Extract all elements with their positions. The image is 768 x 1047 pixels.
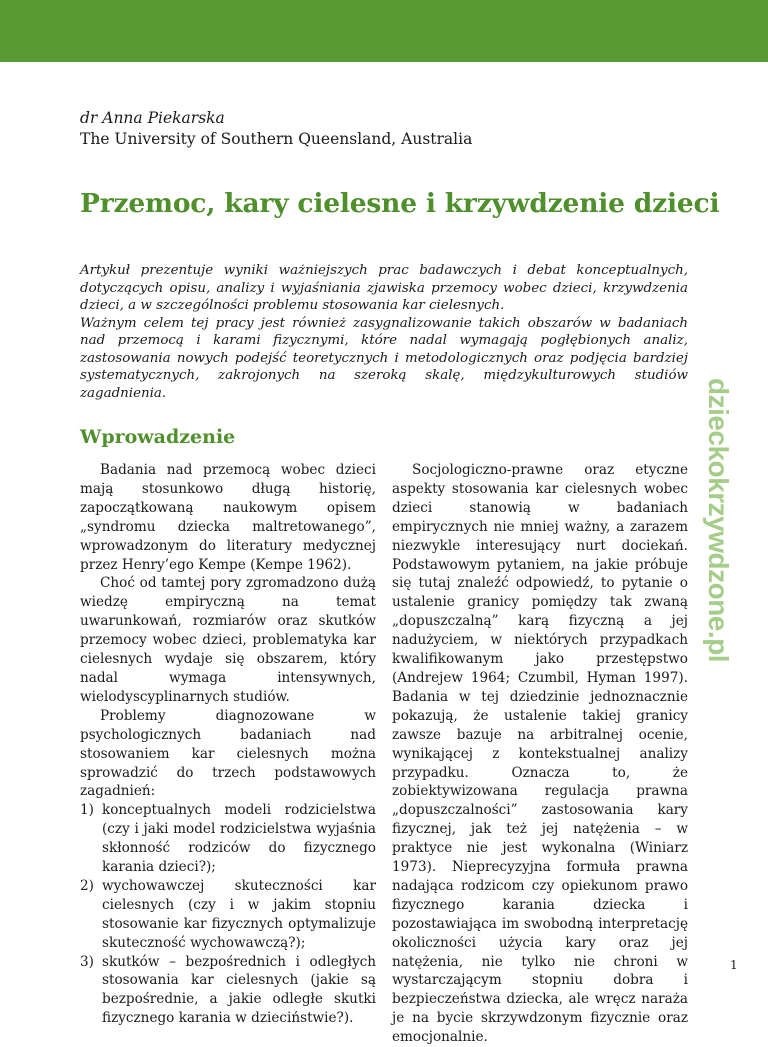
header-bar — [0, 0, 768, 62]
section-heading: Wprowadzenie — [80, 426, 236, 448]
list-number: 3) — [80, 953, 94, 970]
paragraph: Choć od tamtej pory zgromadzono dużą wiedzę empiryczną na temat uwarunkowań, rozmiarów oraz skutków przemocy wobec dzieci, problematyka kar cielesnych wydaje się obszarem, który nadal wymaga intensywnych, wielodyscyplinarnych studiów. — [80, 575, 376, 705]
list-item — [80, 801, 376, 877]
page-number: 1 — [730, 958, 738, 972]
author-block — [80, 108, 472, 150]
numbered-list — [80, 801, 376, 1028]
list-text: wychowawczej skuteczności kar cielesnych (czy i w jakim stopniu stosowanie kar fizycznych optymalizuje skuteczność wychowawczą?); — [102, 877, 376, 951]
abstract-paragraph: Artykuł prezentuje wyniki ważniejszych prac badawczych i debat konceptualnych, dotyczących opisu, analizy i wyjaśniania zjawiska przemocy wobec dzieci, krzywdzenia dzieci, a w szczególności problemu stosowania kar cielesnych. — [80, 263, 688, 313]
abstract — [80, 262, 688, 402]
paragraph: Socjologiczno-prawne oraz etyczne aspekty stosowania kar cielesnych wobec dzieci stanowią w badaniach empirycznych nie mniej ważny, a zarazem niezwykle interesujący nurt dociekań. Podstawowym pytaniem, na jakie próbuje się tutaj znaleźć odpowiedź, to pytanie o ustalenie granicy pomiędzy tak zwaną „dopuszczalną” karą fizyczną a jej nadużyciem, w niektórych przypadkach kwalifikowanym jako przestępstwo (Andrejew 1964; Czumbil, Hyman 1997). Badania w tej dziedzinie jednoznacznie pokazują, że ustalenie takiej granicy zawsze bazuje na arbitralnej ocenie, wynikającej z kontekstualnej analizy przypadku. Oznacza to, że zobiektywizowana regulacja prawna „dopuszczalności” zastosowania kary fizycznej, jak też jej natężenia – w praktyce nie jest wykonalna (Winiarz 1973). Nieprecyzyjna formuła prawna nadająca rodzicom czy opiekunom prawo fizycznego karania dziecka i pozostawiająca im swobodną interpretację okoliczności użycia kary oraz jej natężenia, nie tylko nie chroni w wystarczającym stopniu dobra i bezpieczeństwa dziecka, ale wręcz naraża je na bycie skrzywdzonym fizycznie oraz emocjonalnie. — [392, 462, 688, 1046]
list-text: konceptualnych modeli rodzicielstwa (czy i jaki model rodzicielstwa wyjaśnia skłonność rodziców do fizycznego karania dzieci?); — [102, 802, 376, 876]
author-name: dr Anna Piekarska — [80, 109, 225, 127]
list-number: 1) — [80, 802, 94, 819]
article-title: Przemoc, kary cielesne i krzywdzenie dzieci — [80, 188, 720, 219]
abstract-paragraph: Ważnym celem tej pracy jest również zasygnalizowanie takich obszarów w badaniach nad przemocą i karami fizycznymi, które nadal wymagają pogłębionych analiz, zastosowania nowych podejść teoretycznych i metodologicznych oraz podjęcia bardziej systematycznych, zakrojonych na szeroką skalę, międzykulturowych studiów zagadnienia. — [80, 315, 688, 401]
paragraph: Badania nad przemocą wobec dzieci mają stosunkowo długą historię, zapoczątkowaną naukowym opisem „syndromu dziecka maltretowanego”, wprowadzonym do literatury medycznej przez Henry’ego Kempe (Kempe 1962). — [80, 462, 376, 573]
list-item — [80, 877, 376, 953]
list-text: skutków – bezpośrednich i odległych stosowania kar cielesnych (jakie są bezpośrednie, a jakie odległe skutki fizycznego karania w dzieciństwie?). — [102, 953, 376, 1027]
side-watermark: dzieckokrzywdzone.pl — [703, 377, 734, 663]
left-column — [80, 461, 376, 1028]
paragraph: Problemy diagnozowane w psychologicznych badaniach nad stosowaniem kar cielesnych można sprowadzić do trzech podstawowych zagadnień: — [80, 707, 376, 800]
list-item — [80, 953, 376, 1029]
right-column — [392, 461, 688, 1047]
author-affiliation: The University of Southern Queensland, Australia — [80, 130, 473, 148]
list-number: 2) — [80, 877, 94, 894]
